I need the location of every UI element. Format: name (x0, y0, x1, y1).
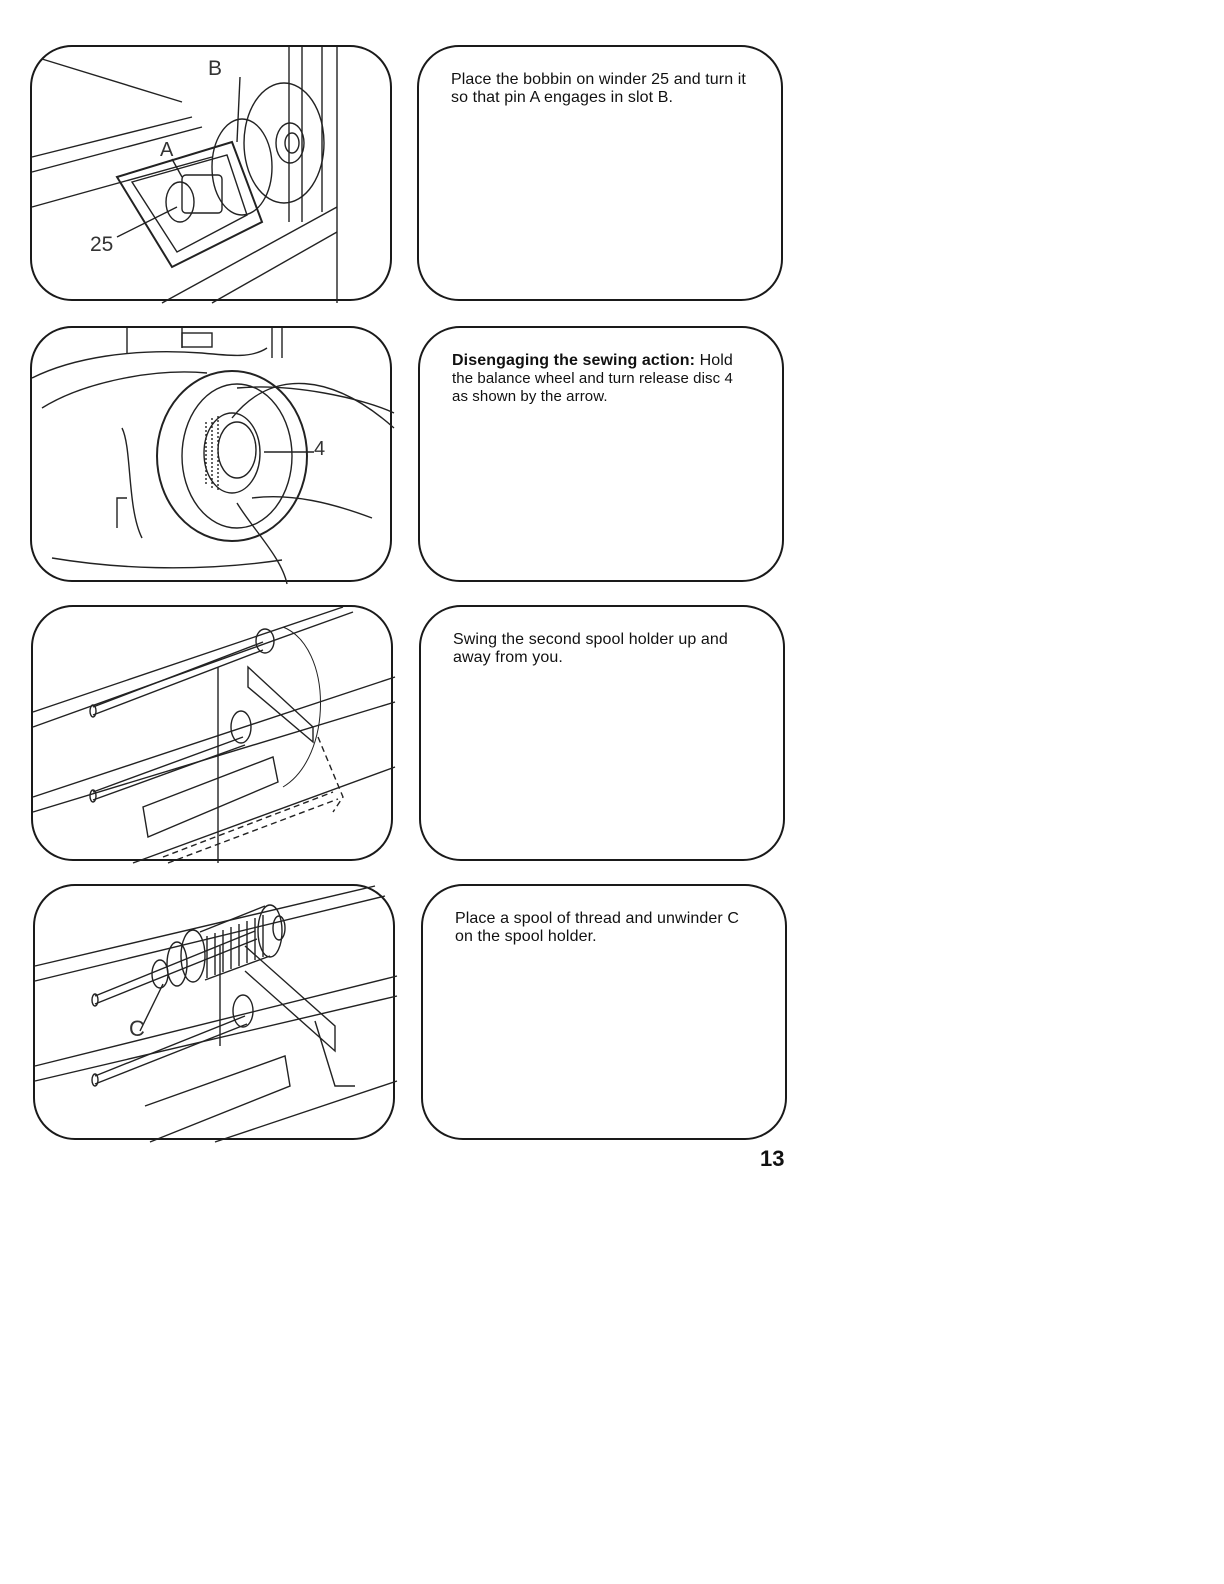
label-pin-a: A (160, 139, 174, 161)
illustration-bobbin-winder (30, 45, 392, 301)
step-1-text-box (417, 45, 783, 301)
label-winder-25: 25 (90, 233, 114, 256)
illustration-spool-and-unwinder (33, 884, 395, 1140)
step-3-text: Swing the second spool holder up and away from you. (453, 631, 728, 666)
label-disc-4: 4 (314, 438, 326, 460)
page-number: 13 (760, 1146, 785, 1171)
step-2-text-first: Hold (695, 352, 733, 369)
label-slot-b: B (208, 57, 223, 80)
step-4-text: Place a spool of thread and unwinder C on the spool holder. (455, 910, 739, 945)
step-2-heading: Disengaging the sewing action: (452, 352, 696, 369)
step-4-text-box (421, 884, 787, 1140)
step-3-text-box (419, 605, 785, 861)
step-2-text-rest: the balance wheel and turn release disc 4 as shown by the arrow. (452, 370, 733, 405)
step-2-text (452, 352, 752, 406)
step-1-text: Place the bobbin on winder 25 and turn it so that pin A engages in slot B. (451, 71, 746, 106)
illustration-spool-holder-swing (31, 605, 393, 861)
label-unwinder-c: C (129, 1016, 145, 1041)
illustration-release-disc (30, 326, 392, 582)
step-2-text-box (418, 326, 784, 582)
